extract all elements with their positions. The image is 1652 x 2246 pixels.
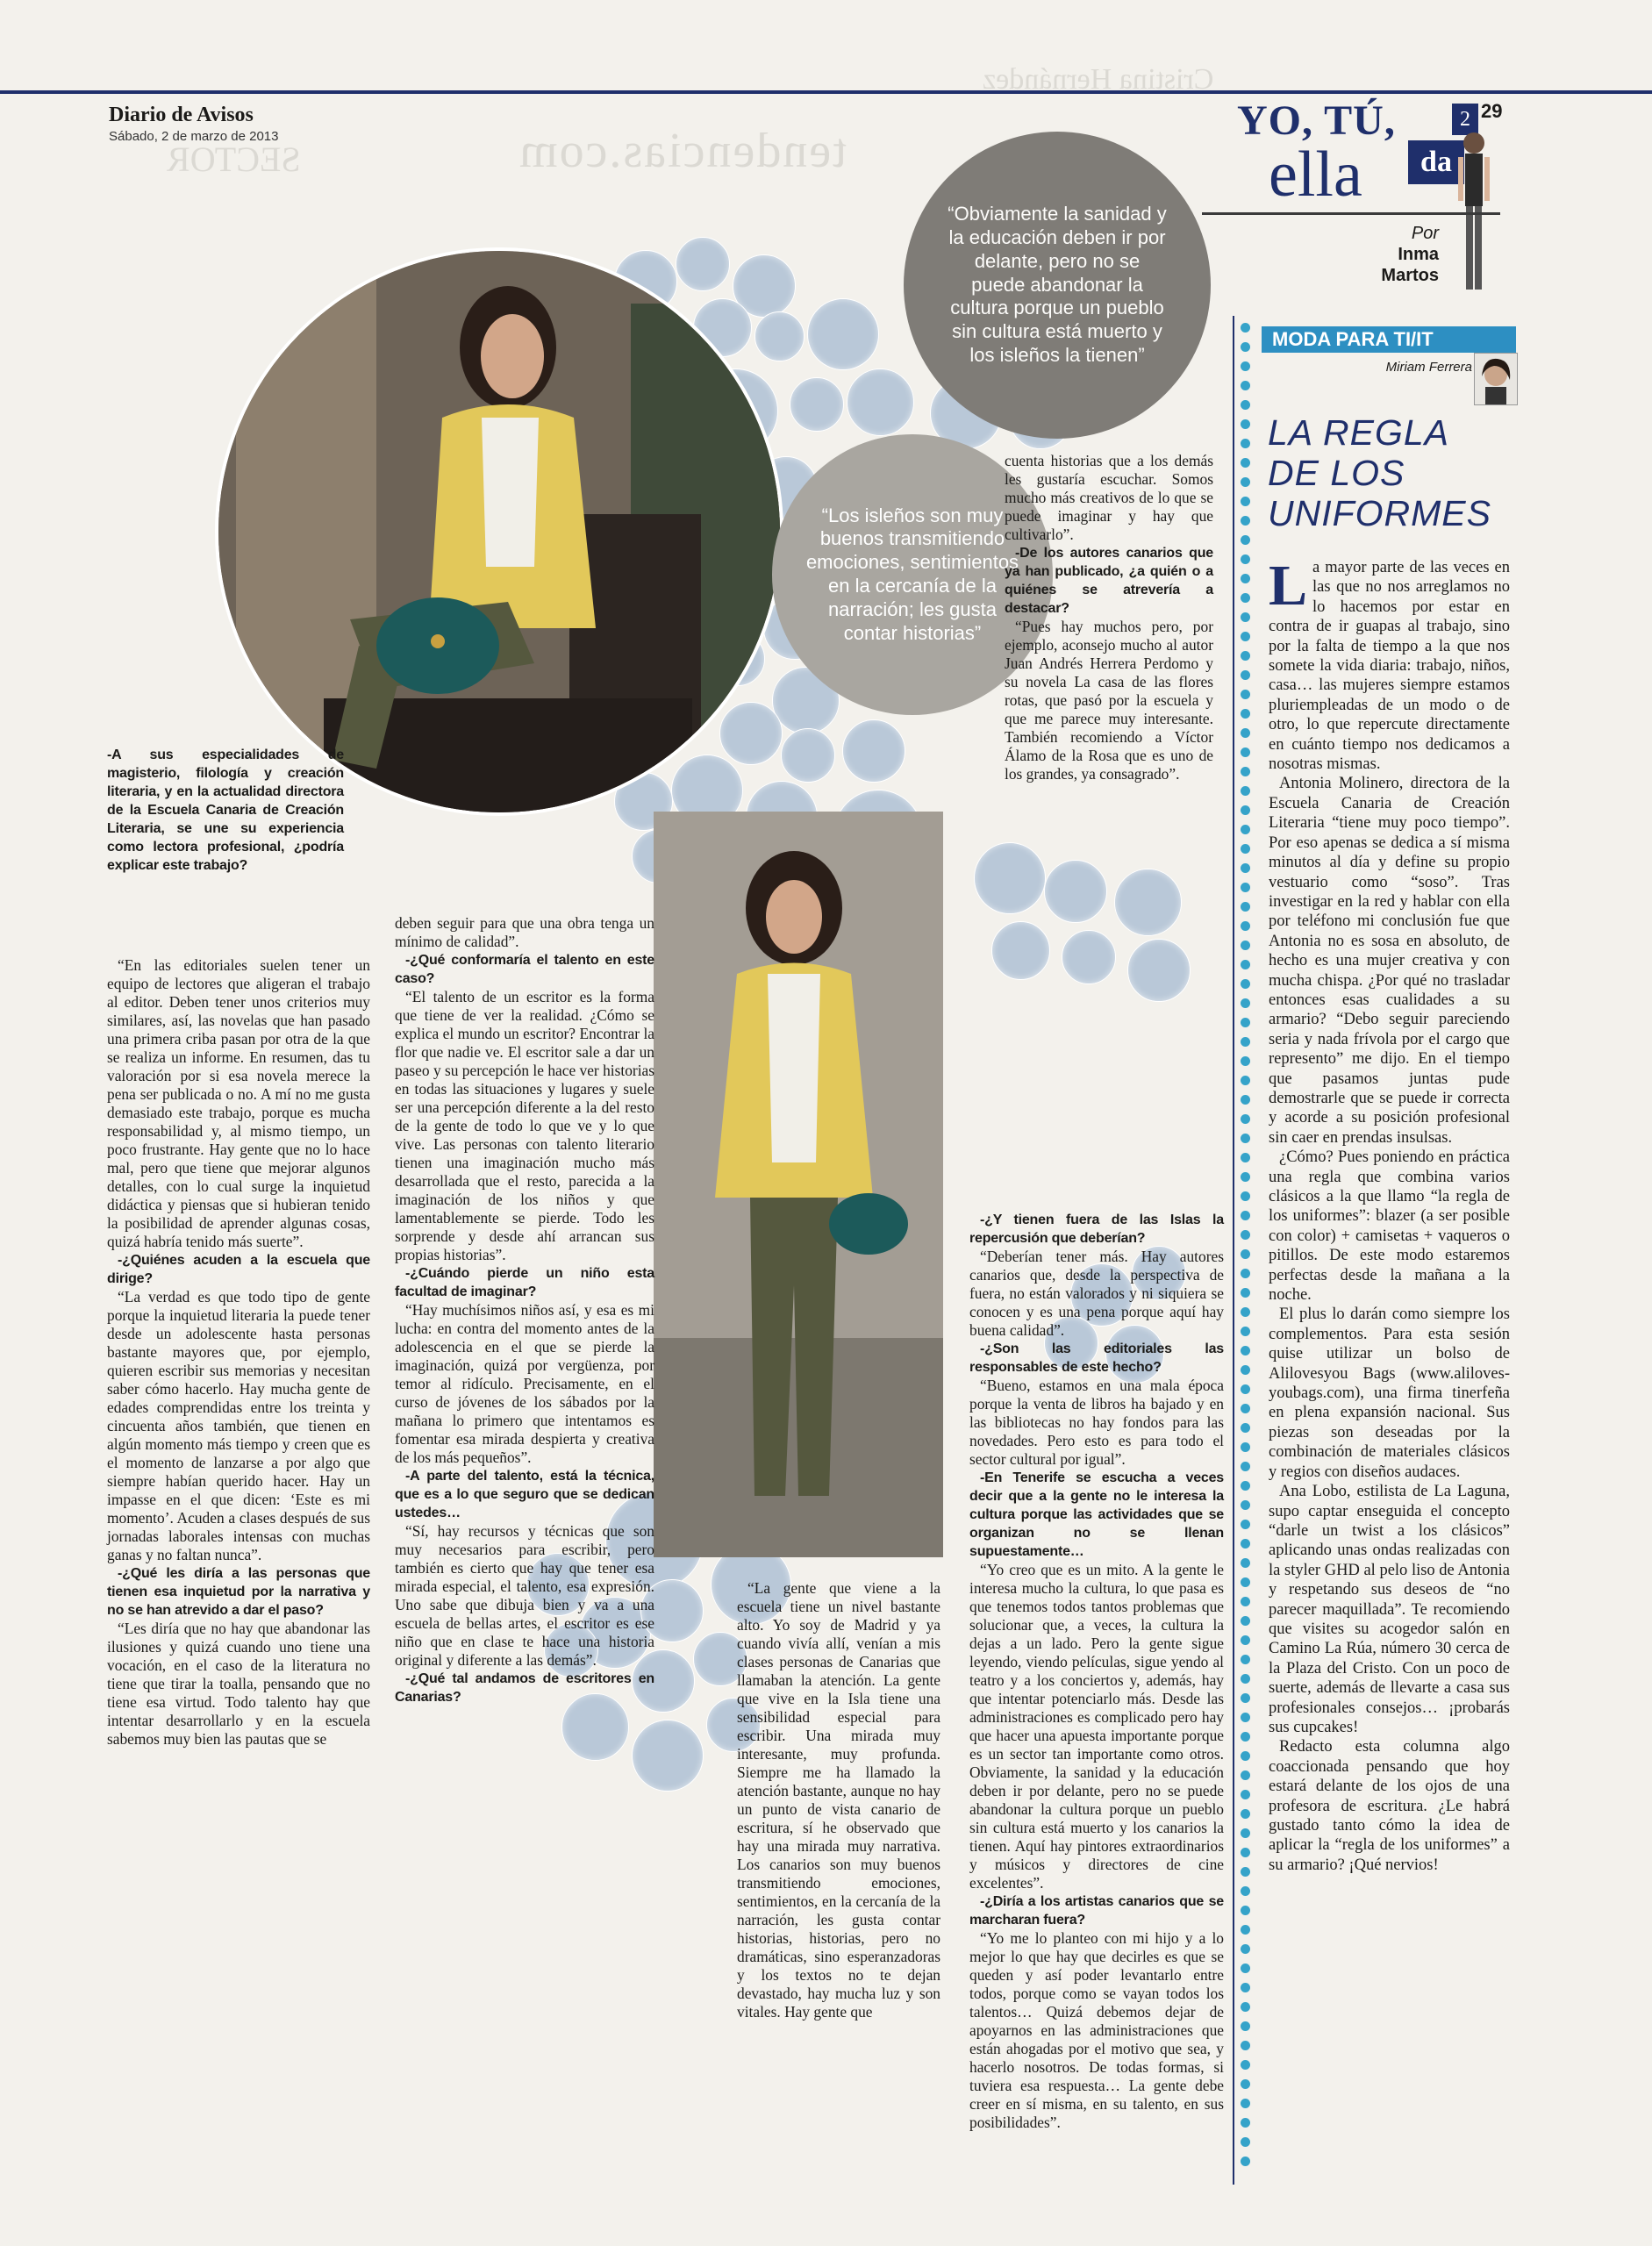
sidebar-dot	[1241, 1269, 1250, 1278]
answer-text: “En las editoriales suelen tener un equipo de lectores que aligeran el trabajo al editor. Deben tener unos criterios muy similares, así, las novelas que han pasado una primera criba pasan por otra de la que se realiza un informe. En resumen, das tu valoración por si esa novela merece la pena ser publicada o no. A mí no me gusta demasiado este trabajo, porque es mucha responsabilidad y, al mismo tiempo, un poco frustrante. Hay gente que no lo hace mal, pero que tiene que mejorar algunos detalles, con lo cual surge la inquietud didáctica y piensas que si hubieran tenido la posibilidad de aprender algunas cosas, quizá habría tenido más suerte”.	[107, 956, 370, 1250]
answer-text: “La verdad es que todo tipo de gente porque la inquietud literaria la puede tener desde un adolescente hasta personas bastante mayores que, por ejemplo, quieren escribir sus memorias y necesitan saber cómo hacerlo. Hay mucha gente de edades comprendidas entre los treinta y cincuenta años también, que tienen en algún momento más tiempo y creen que es el momento de lanzarse a por algo que siempre habían querido hacer. Hay un impasse en el que dicen: ‘Este es mi momento’. Acuden a clases después de sus jornadas laborales intensas con muchas ganas y no faltan nunca”.	[107, 1288, 370, 1563]
decor-circle	[781, 728, 835, 783]
decor-circle	[842, 719, 905, 783]
byline-rule	[1202, 212, 1500, 215]
columnist-portrait-icon	[1474, 353, 1518, 405]
sidebar-dot	[1241, 1944, 1250, 1954]
sidebar-dot	[1241, 1693, 1250, 1703]
sidebar-dot	[1241, 767, 1250, 776]
sidebar-title-line-3: UNIFORMES	[1268, 493, 1491, 533]
decor-circle	[847, 368, 914, 436]
byline	[1351, 224, 1439, 286]
sidebar-dot	[1241, 1790, 1250, 1799]
byline-author: Inma Martos	[1381, 245, 1439, 285]
sidebar-dot	[1241, 1597, 1250, 1606]
answer-text: “Yo me lo planteo con mi hijo y a lo mejor lo que hay que decirles es que se queden y así poder levantarlo entre todos, porque como se vayan todos los talentos… Quizá debemos dejar de apoyarnos en las administraciones que están ahogadas por el motivo que sea, y hacerlo nosotros. De todas formas, si tuviera esa respuesta… La gente debe creer en sí misma, en su talento, en sus posibilidades”.	[969, 1929, 1224, 2131]
sidebar-dot	[1241, 1230, 1250, 1240]
sidebar-dot	[1241, 998, 1250, 1008]
answer-text: “La gente que viene a la escuela tiene un nivel bastante alto. Yo soy de Madrid y ya cuando vivía allí, venían a mis clases personas de Canarias que llamaban la atención. La gente que vive en la Isla tiene una sensibilidad especial para escribir. Una mirada muy interesante, muy profunda. Siempre me ha llamado la atención bastante, aunque no hay un punto de vista canario de escritura, sí he observado que hay una mirada muy narrativa. Los canarios son muy buenos transmitiendo emociones, sentimientos, en la cercanía de la narración, les gusta contar historias, historias, pero no dramáticas, sino esperanzadoras y los textos no te dejan devastado, hay mucha luz y son vitales. Hay gente que	[737, 1579, 940, 2021]
decor-circle	[1044, 860, 1107, 923]
sidebar-dot	[1241, 400, 1250, 410]
question-text: -¿Son las editoriales las responsables de este hecho?	[969, 1341, 1224, 1375]
decor-circle	[1114, 869, 1182, 936]
sidebar-dot	[1241, 439, 1250, 448]
sidebar-dot	[1241, 1172, 1250, 1182]
sidebar-dot	[1241, 1288, 1250, 1298]
answer-text: “Yo creo que es un mito. A la gente le interesa mucho la cultura, lo que pasa es que tenemos todos tantos problemas que solucionar que, a veces, la cultura la dejas a un lado. Pero la gente sigue leyendo, viendo películas, sigue yendo al teatro y a los conciertos y, además, hay que intentar potenciarlo más. Desde las administraciones es complicado pero hay que hacer una apuesta importante porque es un sector tan importante como otros. Obviamente, la sanidad y la educación deben ir por delante, pero no se puede abandonar la cultura porque un pueblo sin cultura está muerto y los canarios la tienen. Aquí hay pintores extraordinarios y músicos y directores de cine excelentes”.	[969, 1561, 1224, 1892]
sidebar-dot	[1241, 2079, 1250, 2089]
sidebar-dot	[1241, 2099, 1250, 2108]
columnist-name: Miriam Ferrera	[1385, 360, 1472, 375]
sidebar-dot	[1241, 1018, 1250, 1027]
sidebar-dot	[1241, 477, 1250, 487]
question-text: -En Tenerife se escucha a veces decir que a la gente no le interesa la cultura porque las actividades que se organizan no se llenan supuestamente…	[969, 1470, 1224, 1559]
sidebar-dot	[1241, 1114, 1250, 1124]
column-3	[737, 1579, 940, 2021]
decor-circle	[719, 702, 783, 765]
sidebar-title	[1268, 412, 1491, 533]
sidebar-dot	[1241, 516, 1250, 526]
sidebar-title-line-1: LA REGLA	[1268, 412, 1450, 453]
sidebar-dot	[1241, 670, 1250, 680]
sidebar-title-line-2: DE LOS	[1268, 453, 1405, 493]
sidebar-dot	[1241, 2118, 1250, 2128]
question-text: -¿Qué tal andamos de escritores en Canarias?	[395, 1671, 654, 1705]
sidebar-paragraph: Ana Lobo, estilista de La Laguna, supo captar enseguida el concepto “darle un twist a los clásicos” aplicando unas ondas realizadas con la styler GHD al pelo liso de Antonia y respetando sus deseos de “no parecer maquillada”. Te recomiendo que visites su acogedor salón en Camino La Rúa, número 30 cerca de la Plaza del Cristo. Con un poco de suerte, además de llevarte a casa sus profesionales consejos… ¡probarás sus cupcakes!	[1269, 1483, 1510, 1736]
sidebar-dot	[1241, 651, 1250, 661]
sidebar-dot	[1241, 458, 1250, 468]
sidebar-dot	[1241, 574, 1250, 583]
sidebar-dot	[1241, 1713, 1250, 1722]
decor-circle	[790, 377, 844, 432]
sidebar-dot	[1241, 883, 1250, 892]
author-figure-icon	[1448, 127, 1500, 303]
column-4	[1005, 452, 1213, 783]
sidebar-dot	[1241, 1423, 1250, 1433]
sidebar-dot	[1241, 863, 1250, 873]
sidebar-dot	[1241, 1983, 1250, 1992]
question-text: -A parte del talento, está la técnica, que es a lo que seguro que se dedican ustedes…	[395, 1469, 654, 1520]
sidebar-paragraph: Antonia Molinero, directora de la Escuela Canaria de Creación Literaria “tiene muy poco tiempo”. Por eso apenas se dedica a sí misma minutos al día y define su propio vestuario como “soso”. Tras investigar en la red y hablar con ella por teléfono mi conclusión fue que Antonia no es sosa en absoluto, de hecho es una mujer creativa y con mucha chispa. ¿Por qué no trasladar entonces esas cualidades a su armario? “Debo seguir pareciendo seria y nada frívola por el cargo que represento” me dijo. En el tiempo que pasamos juntas pude demostrarle que se puede ir correcta y acorde a su posición profesional sin caer en prendas insulsas.	[1269, 775, 1510, 1147]
sidebar-paragraph	[1269, 554, 1510, 774]
seated-woman-illustration	[218, 251, 780, 812]
sidebar-dot	[1241, 1848, 1250, 1857]
walking-woman-illustration	[654, 812, 943, 1557]
logo-two: 2	[1452, 104, 1478, 135]
ghost-text-3: SECTOR	[167, 139, 301, 179]
photo-seated-woman	[215, 247, 783, 816]
sidebar-dot	[1241, 805, 1250, 815]
logo-line-2: ella	[1269, 139, 1362, 211]
sidebar-dot	[1241, 1809, 1250, 1819]
sidebar-dot	[1241, 1577, 1250, 1587]
answer-text: “Sí, hay recursos y técnicas que son muy necesarios para escribir, pero también es cierto que hay que tener esa mirada especial, el talento, esa expresión. Uno sabe que dibuja bien y va a una escuela de bellas artes, el escritor es ese niño que en clase te hace una historia original y diferente a las demás”.	[395, 1522, 654, 1669]
sidebar-dot	[1241, 1751, 1250, 1761]
sidebar-paragraph: Redacto esta columna algo coaccionada pensando que hoy estará delante de los ojos de una profesora de escritura. ¿Le habrá gustado tanto cómo la idea de aplicar la “regla de los uniformes” a su armario? ¡Qué nervios!	[1269, 1738, 1510, 1874]
sidebar-dot	[1241, 1635, 1250, 1645]
decor-circle	[1062, 930, 1116, 984]
logo-line-1: YO, TÚ,	[1237, 97, 1396, 144]
sidebar-dot	[1241, 361, 1250, 371]
sidebar-dot	[1241, 1211, 1250, 1220]
sidebar-paragraph: El plus lo darán como siempre los complementos. Para esta sesión quise utilizar un bolso de Alilovesyou Bags (www.aliloves-youbags.com), una firma tinerfeña en plena expansión nacional. Sus piezas son deseadas por la combinación de materiales clásicos y regios con diseños audaces.	[1269, 1305, 1510, 1481]
sidebar-dot	[1241, 1327, 1250, 1336]
sidebar-dot	[1241, 1095, 1250, 1105]
sidebar-dot	[1241, 1076, 1250, 1085]
answer-text: “Deberían tener más. Hay autores canarios que, desde la perspectiva de fuera, no están valorados y ni siquiera se conocen y es una pena porque aquí hay buena calidad”.	[969, 1248, 1224, 1339]
question-text: -¿Qué conformaría el talento en este caso?	[395, 953, 654, 986]
column-4-continued	[969, 1211, 1224, 2132]
decor-circle	[807, 298, 879, 370]
sidebar-dot	[1241, 979, 1250, 989]
answer-text: “Pues hay muchos pero, por ejemplo, aconsejo mucho al autor Juan Andrés Herrera Perdomo y su novela La casa de las flores rotas, que pasó por la escuela y que me parece muy interesante. También recomiendo a Víctor Álamo de la Rosa que es uno de los grandes, ya consagrado”.	[1005, 618, 1213, 783]
sidebar-dot	[1241, 1732, 1250, 1742]
sidebar-dot	[1241, 2002, 1250, 2012]
sidebar-dot	[1241, 1655, 1250, 1664]
top-rule	[0, 90, 1652, 94]
pull-quote-1: “Obviamente la sanidad y la educación deben ir por delante, pero no se puede abandonar la cultura porque un pueblo sin cultura está muerto y los isleños la tienen”	[904, 132, 1211, 439]
sidebar-dot	[1241, 1770, 1250, 1780]
sidebar-rule	[1233, 316, 1234, 2185]
sidebar-dot	[1241, 1307, 1250, 1317]
sidebar-header: MODA PARA TI/IT	[1262, 326, 1516, 353]
sidebar-dot	[1241, 690, 1250, 699]
question-text: -De los autores canarios que ya han publicado, ¿a quién o a quiénes se atrevería a destacar?	[1005, 546, 1213, 616]
byline-por: Por	[1411, 224, 1439, 243]
sidebar-paragraph-text: a mayor parte de las veces en las que no nos arreglamos no lo hacemos por estar en contra de ir guapas al trabajo, sino por la falta de tiempo a la que nos somete la vida diaria: trabajo, niños, casa… las mujeres siempre estamos pluriempleadas de un modo o de otro, lo que repercute directamente en cuánto tiempo nos dedicamos a nosotras mismas.	[1269, 559, 1510, 774]
issue-date: Sábado, 2 de marzo de 2013	[109, 129, 279, 144]
sidebar-dot	[1241, 419, 1250, 429]
sidebar-dot	[1241, 1404, 1250, 1413]
sidebar-dot	[1241, 2041, 1250, 2050]
decor-circle	[754, 311, 805, 361]
sidebar-dot	[1241, 1539, 1250, 1549]
sidebar-dot	[1241, 632, 1250, 641]
sidebar-dot	[1241, 1828, 1250, 1838]
sidebar-dot	[1241, 1886, 1250, 1896]
decor-circle	[991, 921, 1050, 980]
sidebar-dot	[1241, 1500, 1250, 1510]
sidebar-dot	[1241, 593, 1250, 603]
sidebar-dot	[1241, 554, 1250, 564]
sidebar-dot	[1241, 1191, 1250, 1201]
photo-walking-woman	[654, 812, 943, 1557]
ghost-text-1: Cristina Hernández	[983, 63, 1214, 96]
sidebar-dot	[1241, 1346, 1250, 1355]
question-text: -A sus especialidades de magisterio, filología y creación literaria, y en la actualidad directora de la Escuela Canaria de Creación Literaria, se une su experiencia como lectora profesional, ¿podría explicar este trabajo?	[107, 747, 344, 873]
answer-text: “Bueno, estamos en una mala época porque la venta de libros ha bajado y en las bibliotecas no hay fondos para las novedades. Pero esto es para todo el sector cultural por igual”.	[969, 1377, 1224, 1468]
sidebar-dot	[1241, 1963, 1250, 1973]
answer-text: cuenta historias que a los demás les gustaría escuchar. Somos mucho más creativos de lo que se puede imaginar y hay que cultivarlo”.	[1005, 452, 1213, 543]
sidebar-dot	[1241, 825, 1250, 834]
sidebar-dot	[1241, 2157, 1250, 2166]
question-text: -¿Diría a los artistas canarios que se marcharan fuera?	[969, 1894, 1224, 1928]
column-2	[395, 914, 654, 1706]
sidebar-dot	[1241, 612, 1250, 622]
sidebar-dot	[1241, 1481, 1250, 1491]
sidebar-dot	[1241, 1056, 1250, 1066]
sidebar-dot	[1241, 2137, 1250, 2147]
sidebar-dot	[1241, 2021, 1250, 2031]
sidebar-dot	[1241, 1134, 1250, 1143]
sidebar-dot	[1241, 709, 1250, 719]
sidebar-dot	[1241, 1037, 1250, 1047]
sidebar-dot	[1241, 1365, 1250, 1375]
sidebar-dot	[1241, 342, 1250, 352]
sidebar-dot	[1241, 1462, 1250, 1471]
answer-text: “Les diría que no hay que abandonar las ilusiones y quizá cuando uno tiene una vocación, en el caso de la literatura no tiene que tirar la toalla, pensando que no tiene esa virtud. Todo talento hay que intentar desarrollarlo y en la escuela sabemos muy bien las pautas que se	[107, 1620, 370, 1748]
sidebar-dot	[1241, 902, 1250, 912]
sidebar-dot	[1241, 747, 1250, 757]
answer-text: “Hay muchísimos niños así, y esa es mi lucha: en contra del momento antes de la adolescencia en el que se pierde la imaginación, quizá por vergüenza, por temor al ridículo. Precisamente, en el curso de jóvenes de los sábados por la mañana lo primero que intentamos es fomentar esa mirada despierta y creativa de los más pequeños”.	[395, 1301, 654, 1466]
intro-question	[107, 746, 344, 875]
sidebar-dot	[1241, 1616, 1250, 1626]
decor-circle	[676, 237, 730, 291]
sidebar-dot	[1241, 535, 1250, 545]
sidebar-dot	[1241, 1558, 1250, 1568]
sidebar-dot	[1241, 1906, 1250, 1915]
sidebar-dot	[1241, 1384, 1250, 1394]
sidebar-paragraph: ¿Cómo? Pues poniendo en práctica una regla que combina varios clásicos a la que llamo “la regla de los uniformes”: blazer (a ser posible con color) + camisetas + vaqueros o pitillos. De este modo estaremos perfectas desde la mañana a la noche.	[1269, 1148, 1510, 1305]
sidebar-dot	[1241, 1867, 1250, 1877]
pull-quote-2: “Los isleños son muy buenos transmitiendo emociones, sentimientos en la cercanía de la narración; les gusta contar historias”	[772, 434, 1053, 715]
sidebar-dot	[1241, 323, 1250, 333]
sidebar-dot	[1241, 1153, 1250, 1162]
sidebar-dot	[1241, 381, 1250, 390]
decor-circle	[1127, 939, 1191, 1002]
sidebar-dot	[1241, 1442, 1250, 1452]
answer-text: “El talento de un escritor es la forma que tiene de ver la realidad. ¿Cómo se explica el mundo un escritor? Encontrar la flor que nadie ve. El escritor sale a dar un paseo y su percepción le hace ver historias en todas las situaciones y lugares y suele ser una percepción diferente a la del resto de la gente de todo lo que ve y lo que vive. Las personas con talento literario tienen una imaginación mucho más desarrollada que el resto, parecida a la imaginación de los niños y que lamentablemente se pierde. Todo les sorprende y desde ahí arrancan sus propias historias”.	[395, 988, 655, 1263]
sidebar-dot	[1241, 728, 1250, 738]
question-text: -¿Quiénes acuden a la escuela que dirige?	[107, 1253, 370, 1286]
sidebar-dot	[1241, 497, 1250, 506]
sidebar-dot	[1241, 786, 1250, 796]
answer-text: deben seguir para que una obra tenga un mínimo de calidad”.	[395, 914, 654, 950]
sidebar-dot	[1241, 1520, 1250, 1529]
sidebar-dot	[1241, 1674, 1250, 1684]
sidebar-dots	[1241, 323, 1258, 2183]
page-number: 29	[1481, 100, 1503, 122]
sidebar-dot	[1241, 960, 1250, 969]
sidebar-column	[1269, 554, 1510, 1875]
sidebar-dot	[1241, 941, 1250, 950]
logo-da: da	[1408, 140, 1464, 184]
question-text: -¿Qué les diría a las personas que tienen esa inquietud por la narrativa y no se han atrevido a dar el paso?	[107, 1566, 370, 1618]
sidebar-dot	[1241, 1249, 1250, 1259]
question-text: -¿Cuándo pierde un niño esta facultad de imaginar?	[395, 1266, 654, 1299]
drop-cap: L	[1269, 554, 1308, 618]
decor-circle	[632, 1720, 704, 1792]
newspaper-name: Diario de Avisos	[109, 104, 254, 126]
question-text: -¿Y tienen fuera de las Islas la repercusión que deberían?	[969, 1212, 1224, 1246]
sidebar-dot	[1241, 921, 1250, 931]
sidebar-dot	[1241, 2060, 1250, 2070]
sidebar-dot	[1241, 1925, 1250, 1935]
column-1	[107, 956, 370, 1749]
decor-circle	[974, 842, 1046, 914]
sidebar-dot	[1241, 844, 1250, 854]
ghost-text-2: tendencias.com	[518, 124, 847, 178]
